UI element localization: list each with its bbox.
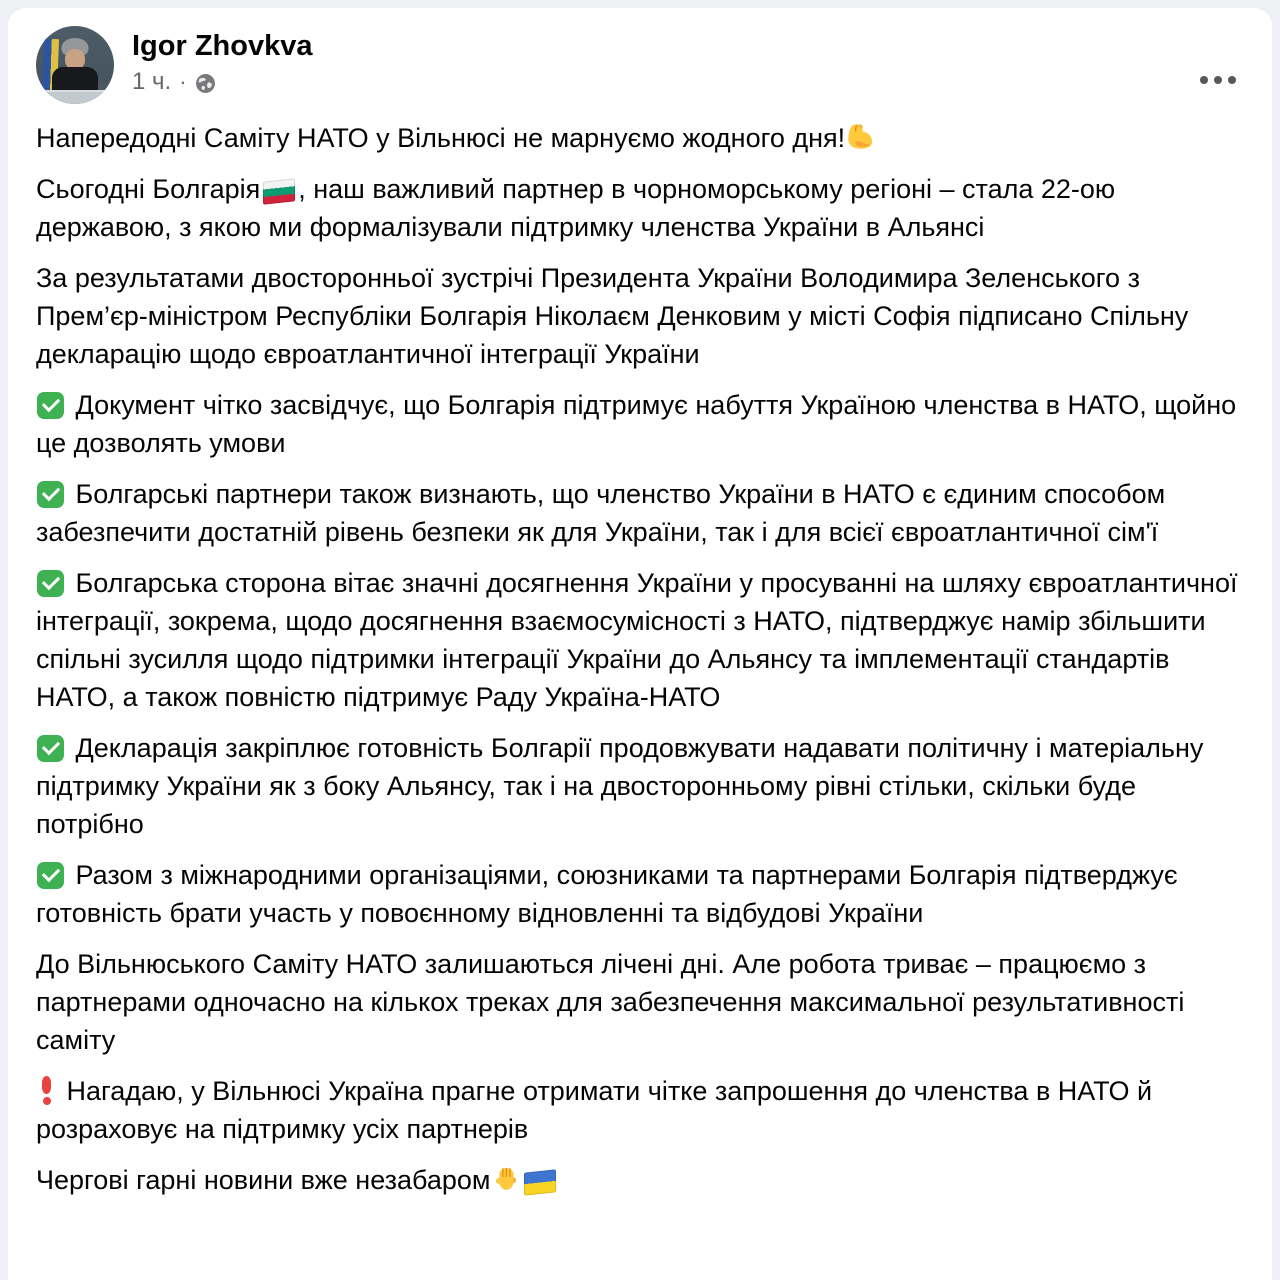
green-check-emoji [37, 570, 64, 597]
post-paragraph: Разом з міжнародними організаціями, союзниками та партнерами Болгарія підтверджує готовність брати участь у повоєнному відновленні та відбудові України [36, 860, 1178, 928]
post-paragraph: До Вільнюського Саміту НАТО залишаються лічені дні. Але робота триває – працюємо з партнерами одночасно на кількох треках для забезпечення максимальної результативності саміту [36, 949, 1185, 1055]
post-paragraph: Напередодні Саміту НАТО у Вільнюсі не марнуємо жодного дня! [36, 119, 1244, 157]
green-check-emoji [37, 481, 64, 508]
ellipsis-dot [1228, 76, 1236, 84]
avatar[interactable] [36, 26, 114, 104]
ukraine-flag-emoji [524, 1169, 556, 1195]
post-paragraph: Нагадаю, у Вільнюсі Україна прагне отримати чітке запрошення до членства в НАТО й розраховує на підтримку усіх партнерів [36, 1076, 1153, 1144]
post-header [36, 26, 1244, 104]
green-check-emoji [37, 735, 64, 762]
flexed-biceps-emoji [845, 122, 875, 152]
author-name[interactable]: Igor Zhovkva [132, 30, 313, 62]
header-meta [132, 26, 313, 96]
ellipsis-dot [1214, 76, 1222, 84]
post-paragraph: Болгарська сторона вітає значні досягнення України у просуванні на шляху євроатлантичної інтеграції, зокрема, щодо досягнення взаємосумісності з НАТО, підтверджує намір збільшити спільні зусилля щодо підтримки інтеграції України до Альянсу та імплементації стандартів НАТО, а також повністю підтримує Раду Україна-НАТО [36, 568, 1238, 712]
post-body [36, 119, 1244, 1199]
bulgaria-flag-emoji [263, 178, 295, 204]
green-check-emoji [37, 392, 64, 419]
post-paragraph: Декларація закріплює готовність Болгарії продовжувати надавати політичну і матеріальну підтримку України як з боку Альянсу, так і на двосторонньому рівні стільки, скільки буде потрібно [36, 733, 1204, 839]
post-paragraph: Сьогодні Болгарія , наш важливий партнер в чорноморському регіоні – стала 22-ою державою, з якою ми формалізували підтримку членства України в Альянсі [36, 174, 1116, 242]
avatar-podium [42, 90, 108, 104]
post-card [8, 8, 1272, 1280]
ellipsis-dot [1200, 76, 1208, 84]
globe-icon [195, 73, 216, 94]
red-exclamation-emoji [41, 1076, 52, 1105]
raised-fist-emoji [491, 1164, 521, 1194]
more-options-button[interactable] [1190, 66, 1246, 94]
post-paragraph: Документ чітко засвідчує, що Болгарія підтримує набуття Україною членства в НАТО, щойно це дозволять умови [36, 390, 1237, 458]
timestamp-row[interactable] [132, 68, 313, 96]
post-paragraph: За результатами двосторонньої зустрічі Президента України Володимира Зеленського з Прем’єр-міністром Республіки Болгарія Ніколаєм Денковим у місті Софія підписано Спільну декларацію щодо євроатлантичної інтеграції України [36, 263, 1189, 369]
post-paragraph: Чергові гарні новини вже незабаром [36, 1161, 1244, 1199]
green-check-emoji [37, 862, 64, 889]
timestamp[interactable]: 1 ч. [132, 68, 172, 95]
post-paragraph: Болгарські партнери також визнають, що членство України в НАТО є єдиним способом забезпечити достатній рівень безпеки як для України, так і для всієї євроатлантичної сім'ї [36, 479, 1166, 547]
dot-separator: · [179, 69, 187, 94]
